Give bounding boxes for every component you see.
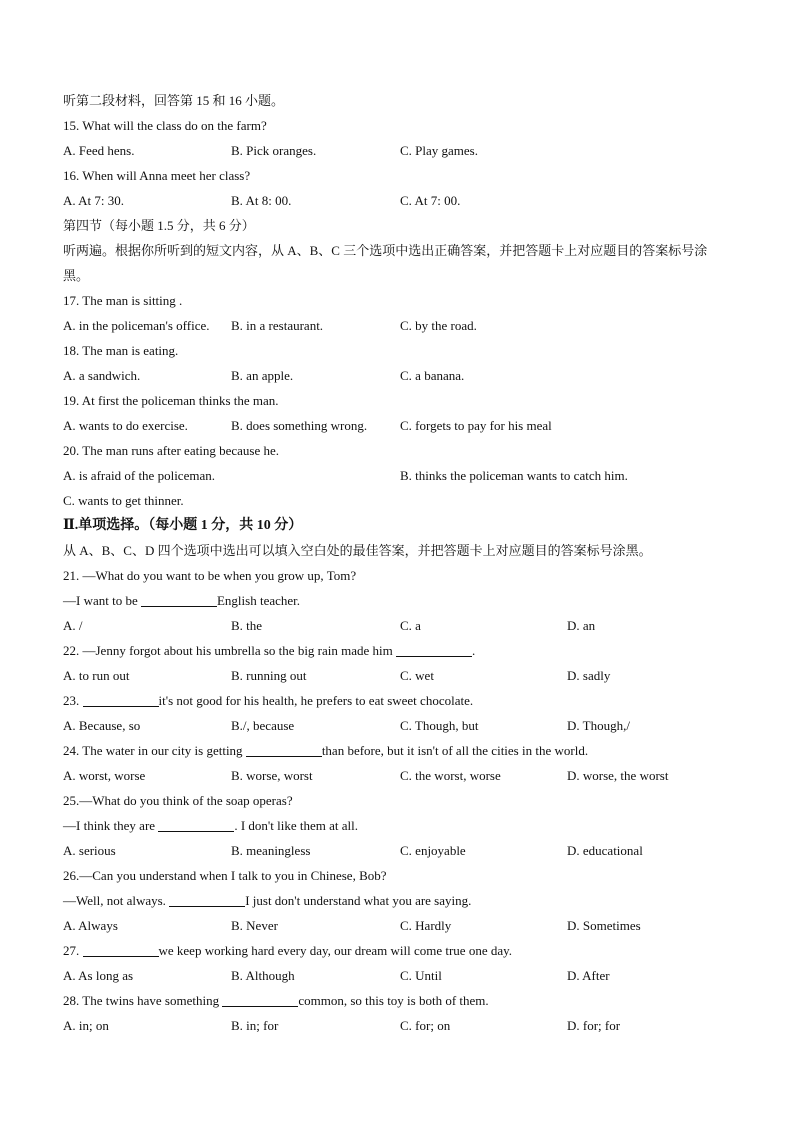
options-17 (63, 313, 733, 338)
section-2-instructions: 从 A、B、C、D 四个选项中选出可以填入空白处的最佳答案，并把答题卡上对应题目的答案标号涂黑。 (63, 543, 652, 558)
option-a: A. serious (63, 843, 116, 858)
answer-blank (246, 742, 322, 757)
option-c: C. Though, but (400, 718, 479, 733)
answer-blank (141, 592, 217, 607)
option-a: A. Feed hens. (63, 143, 135, 158)
question-25: 25.—What do you think of the soap operas? (63, 793, 293, 808)
option-a: A. worst, worse (63, 768, 146, 783)
option-d: D. Though,/ (567, 718, 630, 733)
option-a: A. Always (63, 918, 118, 933)
option-c: C. Hardly (400, 918, 452, 933)
question-28: 28. The twins have something common, so this toy is both of them. (63, 993, 489, 1008)
question-20: 20. The man runs after eating because he. (63, 443, 279, 458)
options-26 (63, 913, 733, 938)
options-15 (63, 138, 733, 163)
answer-blank (396, 642, 472, 657)
option-a: A. / (63, 618, 83, 633)
option-b: B. worse, worst (231, 768, 313, 783)
section-4-instructions: 听两遍。根据你所听到的短文内容，从 A、B、C 三个选项中选出正确答案，并把答题卡上对应题目的答案标号涂黑。 (63, 243, 708, 283)
question-21-response: —I want to be English teacher. (63, 593, 301, 608)
options-16 (63, 188, 733, 213)
option-b: B. Pick oranges. (231, 143, 317, 158)
options-20 (63, 463, 733, 488)
option-c: C. the worst, worse (400, 768, 501, 783)
option-c: C. for; on (400, 1018, 451, 1033)
question-19: 19. At first the policeman thinks the man. (63, 393, 279, 408)
option-a: A. in the policeman's office. (63, 318, 210, 333)
answer-blank (169, 892, 245, 907)
question-23: 23. it's not good for his health, he prefers to eat sweet chocolate. (63, 693, 474, 708)
question-27: 27. we keep working hard every day, our dream will come true one day. (63, 943, 513, 958)
option-b: B. running out (231, 668, 307, 683)
option-c: C. enjoyable (400, 843, 466, 858)
options-22 (63, 663, 733, 688)
option-b: B. in a restaurant. (231, 318, 324, 333)
option-a: A. At 7: 30. (63, 193, 125, 208)
option-b: B. thinks the policeman wants to catch him. (400, 468, 628, 483)
question-17: 17. The man is sitting . (63, 293, 183, 308)
option-d: D. Sometimes (567, 918, 641, 933)
option-d: D. educational (567, 843, 643, 858)
option-b: B. Although (231, 968, 295, 983)
option-d: D. for; for (567, 1018, 621, 1033)
option-a: A. is afraid of the policeman. (63, 468, 215, 483)
option-b: B. At 8: 00. (231, 193, 292, 208)
option-d: D. worse, the worst (567, 768, 669, 783)
question-24: 24. The water in our city is getting than before, but it isn't of all the cities in the world. (63, 743, 589, 758)
option-b: B. Never (231, 918, 278, 933)
question-18: 18. The man is eating. (63, 343, 179, 358)
answer-blank (83, 692, 159, 707)
options-27 (63, 963, 733, 988)
option-b: B. meaningless (231, 843, 311, 858)
option-c: C. Until (400, 968, 442, 983)
option-a: A. As long as (63, 968, 134, 983)
question-25-response: —I think they are . I don't like them at all. (63, 818, 358, 833)
option-b: B./, because (231, 718, 295, 733)
options-23 (63, 713, 733, 738)
question-26: 26.—Can you understand when I talk to you in Chinese, Bob? (63, 868, 387, 883)
question-16: 16. When will Anna meet her class? (63, 168, 251, 183)
section-4-header: 第四节（每小题 1.5 分，共 6 分） (63, 218, 255, 233)
option-c: C. At 7: 00. (400, 193, 461, 208)
answer-blank (83, 942, 159, 957)
option-c: C. wants to get thinner. (63, 493, 184, 508)
option-a: A. Because, so (63, 718, 141, 733)
option-b: B. does something wrong. (231, 418, 368, 433)
option-d: D. sadly (567, 668, 611, 683)
question-22: 22. —Jenny forgot about his umbrella so the big rain made him . (63, 643, 476, 658)
option-c: C. a banana. (400, 368, 465, 383)
options-25 (63, 838, 733, 863)
question-15: 15. What will the class do on the farm? (63, 118, 267, 133)
option-a: A. a sandwich. (63, 368, 141, 383)
option-c: C. a (400, 618, 421, 633)
answer-blank (222, 992, 298, 1007)
option-a: A. to run out (63, 668, 130, 683)
question-21: 21. —What do you want to be when you grow up, Tom? (63, 568, 357, 583)
exam-page (63, 88, 733, 1038)
question-26-response: —Well, not always. I just don't understand what you are saying. (63, 893, 472, 908)
option-d: D. After (567, 968, 610, 983)
option-a: A. in; on (63, 1018, 109, 1033)
section-2-header: Ⅱ.单项选择。（每小题 1 分，共 10 分） (63, 518, 303, 533)
option-c: C. wet (400, 668, 434, 683)
option-b: B. in; for (231, 1018, 279, 1033)
option-b: B. an apple. (231, 368, 294, 383)
options-21 (63, 613, 733, 638)
answer-blank (158, 817, 234, 832)
part2-header: 听第二段材料，回答第 15 和 16 小题。 (63, 93, 285, 108)
option-c: C. Play games. (400, 143, 478, 158)
option-d: D. an (567, 618, 596, 633)
option-c: C. by the road. (400, 318, 477, 333)
options-19 (63, 413, 733, 438)
option-b: B. the (231, 618, 263, 633)
options-28 (63, 1013, 733, 1038)
options-24 (63, 763, 733, 788)
options-18 (63, 363, 733, 388)
option-a: A. wants to do exercise. (63, 418, 188, 433)
option-c: C. forgets to pay for his meal (400, 418, 552, 433)
